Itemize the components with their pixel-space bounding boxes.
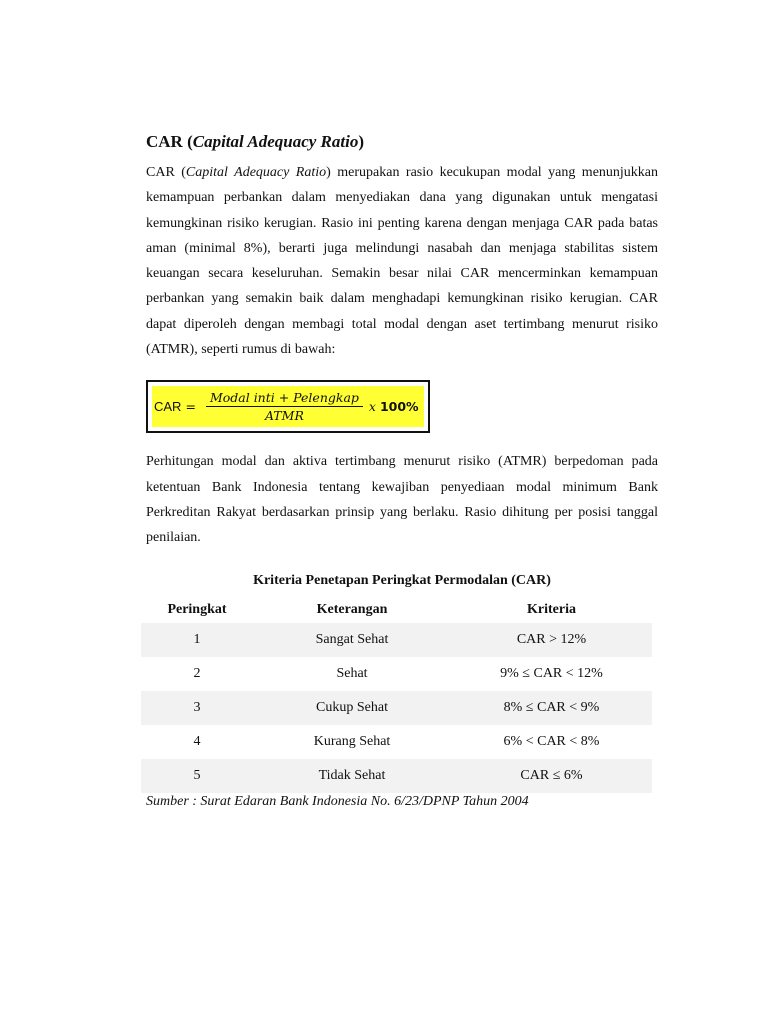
paragraph-car-definition	[146, 160, 658, 362]
cell-description: Sangat Sehat	[253, 623, 451, 657]
formula-box	[146, 380, 430, 433]
cell-criteria: CAR > 12%	[451, 623, 652, 657]
document-page	[146, 130, 658, 811]
table-header-row	[141, 597, 652, 623]
cell-criteria: 6% < CAR < 8%	[503, 733, 600, 749]
paragraph-atmr: Perhitungan modal dan aktiva tertimbang menurut risiko (ATMR) berpedoman pada ketentuan Bank Indonesia tentang kewajiban penyediaan modal minimum Bank Perkreditan Rakyat berdasarkan prinsip yang berlaku. Rasio dihitung per posisi tanggal penilaian.	[146, 454, 658, 546]
cell-criteria: CAR ≤ 6%	[451, 759, 652, 793]
cell-rank: 5	[141, 759, 253, 793]
formula-equals: =	[185, 399, 196, 415]
table-row	[141, 725, 652, 759]
formula-denominator: ATMR	[264, 408, 304, 424]
header-keterangan: Keterangan	[316, 601, 388, 617]
paragraph-italic-term: Capital Adequacy Ratio	[185, 165, 327, 180]
cell-criteria: 9% ≤ CAR < 12%	[500, 665, 603, 681]
cell-description: Kurang Sehat	[313, 733, 391, 749]
source-citation: Sumber : Surat Edaran Bank Indonesia No. 6/23/DPNP Tahun 2004	[146, 793, 529, 809]
formula-times: x	[368, 399, 376, 415]
formula-highlight	[152, 386, 424, 427]
cell-description: Tidak Sehat	[253, 759, 451, 793]
paragraph-body: ) merupakan rasio kecukupan modal yang menunjukkan kemampuan perbankan dalam menyediakan dana yang digunakan untuk mengatasi kemungkinan risiko kerugian. Rasio ini penting karena dengan menjaga CAR pada batas aman (minimal 8%), berarti juga melindungi nasabah dan menjaga stabilitas sistem keuangan secara keseluruhan. Semakin besar nilai CAR mencerminkan kemampuan perbankan yang semakin baik dalam menghadapi kemungkinan risiko kerugian. CAR dapat diperoleh dengan membagi total modal dengan aset tertimbang menurut risiko (ATMR), seperti rumus di bawah:	[146, 165, 659, 358]
table-row	[141, 623, 652, 657]
formula-numerator: Modal inti + Pelengkap	[206, 390, 363, 407]
table-row	[141, 759, 652, 793]
heading-suffix: )	[358, 132, 365, 151]
formula-lhs: CAR	[154, 399, 182, 415]
heading-italic: Capital Adequacy Ratio	[192, 132, 359, 151]
cell-description: Sehat	[336, 665, 368, 681]
table-row	[141, 691, 652, 725]
cell-description: Cukup Sehat	[253, 691, 451, 725]
table-row	[141, 657, 652, 691]
formula-percent: 100%	[379, 399, 419, 415]
formula-fraction	[206, 390, 363, 423]
cell-criteria: 8% ≤ CAR < 9%	[451, 691, 652, 725]
cell-rank: 2	[193, 665, 201, 681]
paragraph-start: CAR (	[146, 165, 186, 180]
table-title: Kriteria Penetapan Peringkat Permodalan (CAR)	[253, 572, 551, 588]
criteria-table	[141, 597, 652, 793]
cell-rank: 3	[141, 691, 253, 725]
header-kriteria: Kriteria	[527, 601, 576, 617]
cell-rank: 4	[193, 733, 201, 749]
cell-rank: 1	[141, 623, 253, 657]
heading-prefix: CAR (	[146, 132, 193, 151]
section-heading	[146, 130, 658, 154]
header-peringkat: Peringkat	[167, 601, 227, 617]
